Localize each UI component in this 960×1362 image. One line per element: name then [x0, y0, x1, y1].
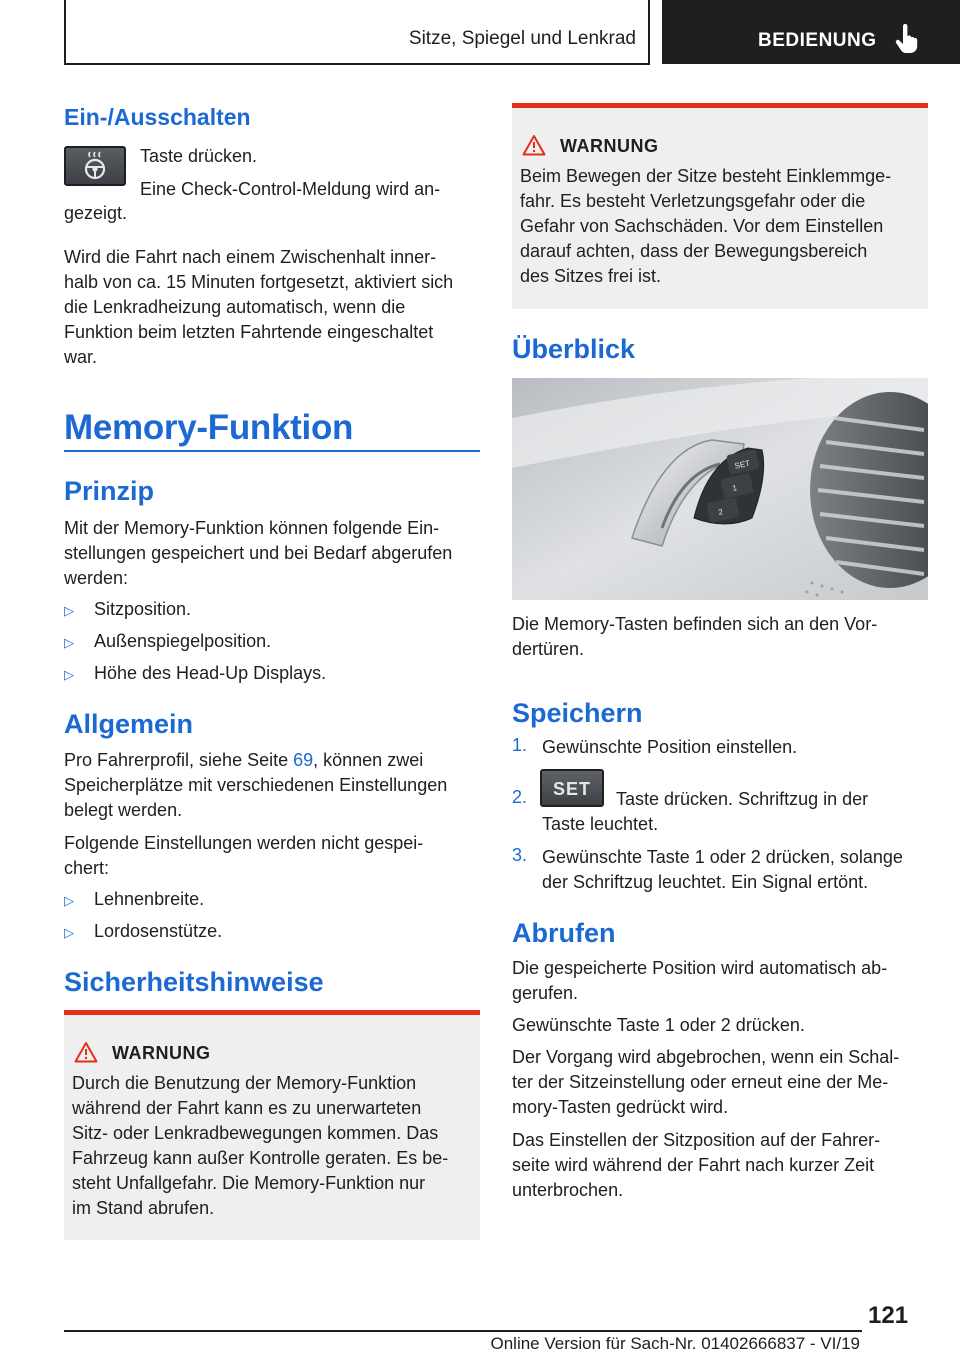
- principle-paragraph: [64, 516, 452, 591]
- recall-paragraph-1: [512, 956, 887, 1006]
- header-bottom-rule: [64, 63, 650, 65]
- header-separator: [648, 0, 650, 64]
- heading-underline: [64, 450, 480, 452]
- text-line: Folgende Einstellungen werden nicht gespei-: [64, 833, 424, 853]
- text-line: seite wird während der Fahrt nach kurzer Zeit: [512, 1155, 875, 1175]
- step-message-line1: Eine Check-Control-Meldung wird an-: [140, 179, 441, 199]
- text-line: darauf achten, dass der Bewegungsbereich: [520, 241, 868, 261]
- set-label: SET: [733, 458, 751, 471]
- warning-title: WARNUNG: [112, 1043, 211, 1063]
- text-line: werden:: [64, 568, 129, 588]
- heading-memory-function: Memory-Funktion: [64, 408, 354, 447]
- list-item: Höhe des Head-Up Displays.: [94, 663, 327, 683]
- text-line: Durch die Benutzung der Memory-Funktion: [72, 1073, 417, 1093]
- warning-box: [512, 103, 928, 309]
- text-line: war.: [64, 347, 98, 367]
- section-title: Sitze, Spiegel und Lenkrad: [408, 28, 636, 49]
- not-saved-paragraph: [64, 831, 423, 881]
- text-line: die Lenkradheizung automatisch, wenn die: [64, 297, 406, 317]
- chapter-title: BEDIENUNG: [758, 30, 877, 51]
- heading-safety: Sicherheitshinweise: [64, 967, 324, 997]
- text-line: dertüren.: [512, 639, 585, 659]
- warning-text: [72, 1071, 448, 1221]
- text-line: Funktion beim letzten Fahrtende eingeschaltet: [64, 322, 434, 342]
- list-item: Lehnenbreite.: [94, 889, 205, 909]
- warning-text: [520, 164, 891, 289]
- step-text: Taste drücken. Schriftzug in der: [616, 789, 869, 809]
- text-line: Beim Bewegen der Sitze besteht Einklemmge-: [520, 166, 892, 186]
- text-line: im Stand abrufen.: [72, 1198, 215, 1218]
- heading-general: Allgemein: [64, 709, 194, 739]
- heading-on-off: Ein-/Ausschalten: [64, 104, 251, 130]
- recall-paragraph-2: Gewünschte Taste 1 oder 2 drücken.: [512, 1015, 805, 1035]
- recall-paragraph-4: [512, 1128, 880, 1203]
- triangle-bullet-icon: ▷: [64, 667, 74, 682]
- text-line: ter der Sitzeinstellung oder erneut eine der Me-: [512, 1072, 889, 1092]
- triangle-bullet-icon: ▷: [64, 893, 74, 908]
- text-segment: , können zwei: [313, 750, 424, 770]
- warning-title: WARNUNG: [560, 136, 659, 156]
- warning-box: [64, 1010, 480, 1240]
- step-text: der Schriftzug leuchtet. Ein Signal ertönt.: [542, 872, 869, 892]
- step-text: Gewünschte Position einstellen.: [542, 737, 798, 757]
- button-two-label: 2: [717, 507, 724, 517]
- step-text: Gewünschte Taste 1 oder 2 drücken, solange: [542, 847, 903, 867]
- chapter-tab: [662, 0, 960, 64]
- footer-version: Online Version für Sach-Nr. 01402666837 - VI/19: [490, 1334, 860, 1353]
- text-line: Fahrzeug kann außer Kontrolle geraten. Es be-: [72, 1148, 449, 1168]
- triangle-bullet-icon: ▷: [64, 635, 74, 650]
- list-item: Sitzposition.: [94, 599, 192, 619]
- recall-paragraph-3: [512, 1045, 899, 1120]
- set-button-image: SET: [540, 769, 604, 807]
- triangle-bullet-icon: ▷: [64, 925, 74, 940]
- pointing-hand-icon: [894, 24, 920, 54]
- text-line: Speicherplätze mit verschiedenen Einstellungen: [64, 775, 448, 795]
- save-steps-list: [512, 735, 928, 905]
- heading-overview: Überblick: [512, 334, 636, 364]
- warning-triangle-icon: [74, 1041, 98, 1063]
- heading-save: Speichern: [512, 698, 643, 728]
- text-line: steht Unfallgefahr. Die Memory-Funktion nur: [72, 1173, 426, 1193]
- list-item: Lordosenstütze.: [94, 921, 223, 941]
- resume-paragraph: [64, 245, 453, 370]
- text-line: Wird die Fahrt nach einem Zwischenhalt inner-: [64, 247, 437, 267]
- heading-recall: Abrufen: [512, 918, 616, 948]
- text-line: Sitz- oder Lenkradbewegungen kommen. Das: [72, 1123, 439, 1143]
- heated-steering-wheel-icon: [66, 148, 124, 184]
- text-line: stellungen gespeichert und bei Bedarf abgerufen: [64, 543, 453, 563]
- step-press-button: Taste drücken.: [140, 146, 258, 166]
- heading-principle: Prinzip: [64, 476, 155, 506]
- text-line: halb von ca. 15 Minuten fortgesetzt, aktiviert sich: [64, 272, 454, 292]
- step-text: Taste leuchtet.: [542, 814, 659, 834]
- text-line: belegt werden.: [64, 800, 183, 820]
- text-line: Die Memory-Tasten befinden sich an den Vor-: [512, 614, 878, 634]
- general-paragraph: [64, 748, 447, 823]
- principle-list: [64, 597, 480, 697]
- not-saved-list: [64, 887, 480, 947]
- text-line: Die gespeicherte Position wird automatisch ab-: [512, 958, 888, 978]
- triangle-bullet-icon: ▷: [64, 603, 74, 618]
- text-line: Der Vorgang wird abgebrochen, wenn ein Schal-: [512, 1047, 900, 1067]
- page-number: 121: [868, 1302, 909, 1329]
- text-line: Mit der Memory-Funktion können folgende Ein-: [64, 518, 440, 538]
- footer-rule: [64, 1330, 862, 1332]
- door-panel-illustration: [512, 378, 928, 600]
- text-line: des Sitzes frei ist.: [520, 266, 662, 286]
- warning-triangle-icon: [522, 134, 546, 156]
- text-line: gerufen.: [512, 983, 579, 1003]
- list-item: Außenspiegelposition.: [94, 631, 272, 651]
- text-line: unterbrochen.: [512, 1180, 624, 1200]
- step-number: 1.: [512, 735, 528, 755]
- text-line: mory-Tasten gedrückt wird.: [512, 1097, 729, 1117]
- text-line: [64, 748, 447, 773]
- photo-caption: [512, 612, 877, 662]
- text-line: fahr. Es besteht Verletzungsgefahr oder die: [520, 191, 866, 211]
- step-number: 3.: [512, 845, 528, 865]
- button-one-label: 1: [731, 483, 738, 493]
- text-segment: Pro Fahrerprofil, siehe Seite: [64, 750, 294, 770]
- step-number: 2.: [512, 787, 528, 807]
- text-line: chert:: [64, 858, 110, 878]
- step-message-line2: gezeigt.: [64, 203, 128, 223]
- steering-heat-button-image: [64, 146, 126, 186]
- memory-buttons-photo: [512, 378, 928, 600]
- text-line: Das Einstellen der Sitzposition auf der Fahrer-: [512, 1130, 881, 1150]
- page-link[interactable]: 69: [293, 750, 314, 770]
- text-line: Gefahr von Sachschäden. Vor dem Einstellen: [520, 216, 884, 236]
- text-line: während der Fahrt kann es zu unerwarteten: [72, 1098, 422, 1118]
